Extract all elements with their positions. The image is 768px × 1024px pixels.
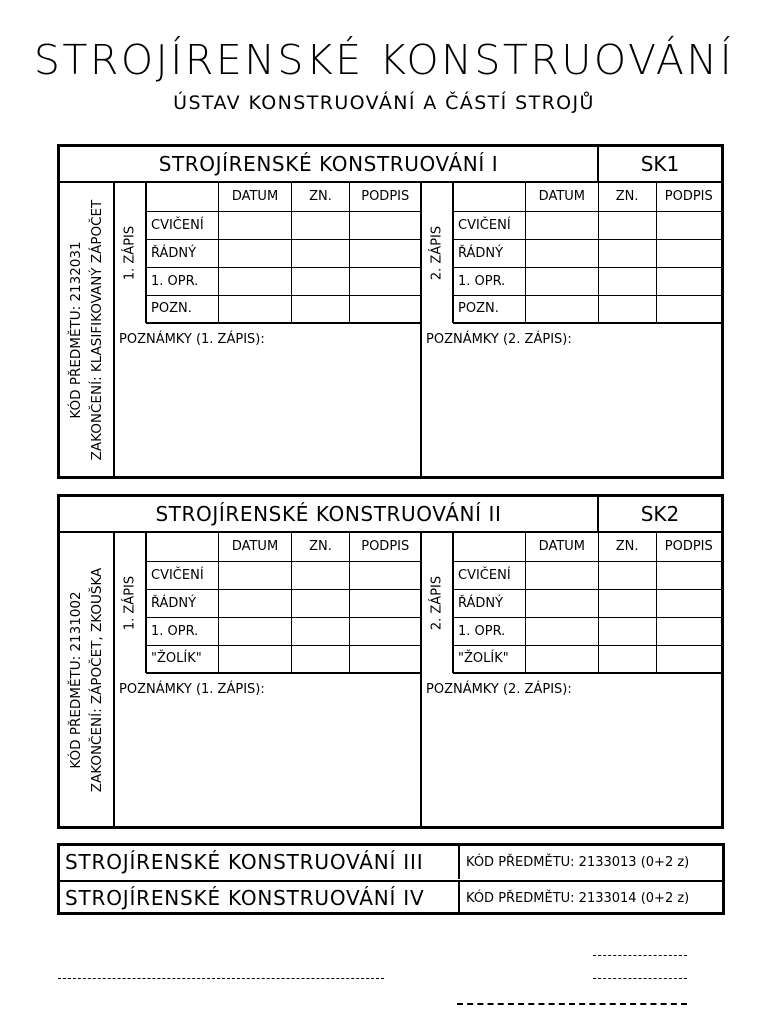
notes-label-1: POZNÁMKY (1. ZÁPIS): (119, 682, 265, 697)
course-subject-code: KÓD PŘEDMĚTU: 2133013 (0+2 z) (458, 846, 722, 879)
row-label: POZN. (147, 295, 219, 323)
row-label: CVIČENÍ (147, 561, 219, 589)
row-label: CVIČENÍ (454, 211, 526, 239)
zn-cell[interactable] (598, 239, 656, 267)
row-label: CVIČENÍ (147, 211, 219, 239)
datum-cell[interactable] (219, 617, 292, 645)
course-side-info (60, 183, 115, 476)
enrollment-grid-2 (422, 183, 721, 325)
podpis-cell[interactable] (350, 267, 421, 295)
datum-cell[interactable] (525, 267, 598, 295)
course-side-info (60, 533, 115, 826)
row-label: POZN. (454, 295, 526, 323)
row-label: ŘÁDNÝ (147, 589, 219, 617)
card-header (60, 147, 721, 183)
col-podpis: PODPIS (656, 533, 721, 561)
podpis-cell[interactable] (350, 645, 421, 673)
zapis-label: 1. ZÁPIS (122, 575, 138, 631)
podpis-cell[interactable] (656, 589, 721, 617)
page-title: STROJÍRENSKÉ KONSTRUOVÁNÍ (33, 36, 735, 84)
zapis-label: 2. ZÁPIS (429, 575, 445, 631)
grade-table (146, 183, 421, 324)
zn-cell[interactable] (598, 645, 656, 673)
course-card-sk1 (57, 144, 724, 479)
podpis-cell[interactable] (656, 617, 721, 645)
podpis-cell[interactable] (350, 239, 421, 267)
zn-cell[interactable] (292, 645, 350, 673)
course-code: SK1 (640, 152, 680, 176)
course-name: STROJÍRENSKÉ KONSTRUOVÁNÍ IV (65, 886, 425, 910)
row-label: 1. OPR. (147, 617, 219, 645)
notes-label-2: POZNÁMKY (2. ZÁPIS): (426, 682, 572, 697)
row-label: 1. OPR. (454, 267, 526, 295)
col-zn: ZN. (598, 183, 656, 211)
row-label: CVIČENÍ (454, 561, 526, 589)
zn-cell[interactable] (292, 589, 350, 617)
podpis-cell[interactable] (656, 561, 721, 589)
datum-cell[interactable] (525, 239, 598, 267)
col-zn: ZN. (598, 533, 656, 561)
datum-cell[interactable] (219, 589, 292, 617)
zn-cell[interactable] (292, 561, 350, 589)
row-label: 1. OPR. (147, 267, 219, 295)
podpis-cell[interactable] (656, 267, 721, 295)
datum-cell[interactable] (219, 211, 292, 239)
note-cell[interactable] (525, 295, 598, 323)
podpis-cell[interactable] (350, 561, 421, 589)
course-name: STROJÍRENSKÉ KONSTRUOVÁNÍ II (60, 497, 599, 531)
completion-type: ZAKONČENÍ: KLASIFIKOVANÝ ZÁPOČET (89, 199, 105, 460)
course-card-sk2 (57, 494, 724, 829)
grade-table (453, 183, 721, 324)
zn-cell[interactable] (292, 617, 350, 645)
note-cell[interactable] (219, 295, 292, 323)
datum-cell[interactable] (219, 561, 292, 589)
datum-cell[interactable] (525, 211, 598, 239)
completion-type: ZAKONČENÍ: ZÁPOČET, ZKOUŠKA (89, 567, 105, 792)
enrollment-grid-1 (115, 533, 423, 675)
enrollment-grid-1 (115, 183, 423, 325)
datum-cell[interactable] (525, 561, 598, 589)
podpis-cell[interactable] (656, 211, 721, 239)
row-label: ŘÁDNÝ (147, 239, 219, 267)
course-name: STROJÍRENSKÉ KONSTRUOVÁNÍ III (65, 850, 424, 874)
zn-cell[interactable] (292, 211, 350, 239)
course-code: SK2 (640, 502, 680, 526)
row-label: "ŽOLÍK" (454, 645, 526, 673)
col-datum: DATUM (525, 533, 598, 561)
course-row-sk4 (60, 880, 722, 915)
datum-cell[interactable] (525, 617, 598, 645)
subject-code: KÓD PŘEDMĚTU: 2132031 (68, 240, 84, 419)
zn-cell[interactable] (292, 267, 350, 295)
datum-cell[interactable] (525, 645, 598, 673)
datum-cell[interactable] (219, 645, 292, 673)
col-podpis: PODPIS (656, 183, 721, 211)
col-zn: ZN. (292, 183, 350, 211)
zn-cell[interactable] (598, 561, 656, 589)
course-name: STROJÍRENSKÉ KONSTRUOVÁNÍ I (60, 147, 599, 181)
podpis-cell[interactable] (350, 617, 421, 645)
notes-label-1: POZNÁMKY (1. ZÁPIS): (119, 332, 265, 347)
datum-cell[interactable] (219, 239, 292, 267)
signature-line[interactable] (58, 978, 384, 979)
short-line-2[interactable] (593, 978, 687, 979)
col-zn: ZN. (292, 533, 350, 561)
zn-cell[interactable] (292, 239, 350, 267)
row-label: "ŽOLÍK" (147, 645, 219, 673)
course-row-sk3 (60, 846, 722, 879)
card-header (60, 497, 721, 533)
col-podpis: PODPIS (350, 533, 421, 561)
zn-cell[interactable] (598, 617, 656, 645)
col-datum: DATUM (525, 183, 598, 211)
long-line[interactable] (457, 1003, 687, 1005)
grade-table (146, 533, 421, 674)
zn-cell[interactable] (598, 589, 656, 617)
zn-cell[interactable] (598, 211, 656, 239)
col-datum: DATUM (219, 533, 292, 561)
grade-table (453, 533, 721, 674)
row-label: 1. OPR. (454, 617, 526, 645)
podpis-cell[interactable] (350, 211, 421, 239)
zn-cell[interactable] (598, 267, 656, 295)
podpis-cell[interactable] (350, 589, 421, 617)
course-subject-code: KÓD PŘEDMĚTU: 2133014 (0+2 z) (458, 882, 722, 915)
datum-cell[interactable] (525, 589, 598, 617)
podpis-cell[interactable] (656, 645, 721, 673)
additional-courses-box (57, 843, 725, 915)
page-subtitle: ÚSTAV KONSTRUOVÁNÍ A ČÁSTÍ STROJŮ (173, 92, 595, 114)
row-label: ŘÁDNÝ (454, 239, 526, 267)
zapis-label: 1. ZÁPIS (122, 225, 138, 281)
enrollment-grid-2 (422, 533, 721, 675)
zapis-label: 2. ZÁPIS (429, 225, 445, 281)
subject-code: KÓD PŘEDMĚTU: 2131002 (68, 590, 84, 769)
col-podpis: PODPIS (350, 183, 421, 211)
notes-label-2: POZNÁMKY (2. ZÁPIS): (426, 332, 572, 347)
col-datum: DATUM (219, 183, 292, 211)
short-line-1[interactable] (593, 955, 687, 956)
podpis-cell[interactable] (656, 239, 721, 267)
row-label: ŘÁDNÝ (454, 589, 526, 617)
datum-cell[interactable] (219, 267, 292, 295)
